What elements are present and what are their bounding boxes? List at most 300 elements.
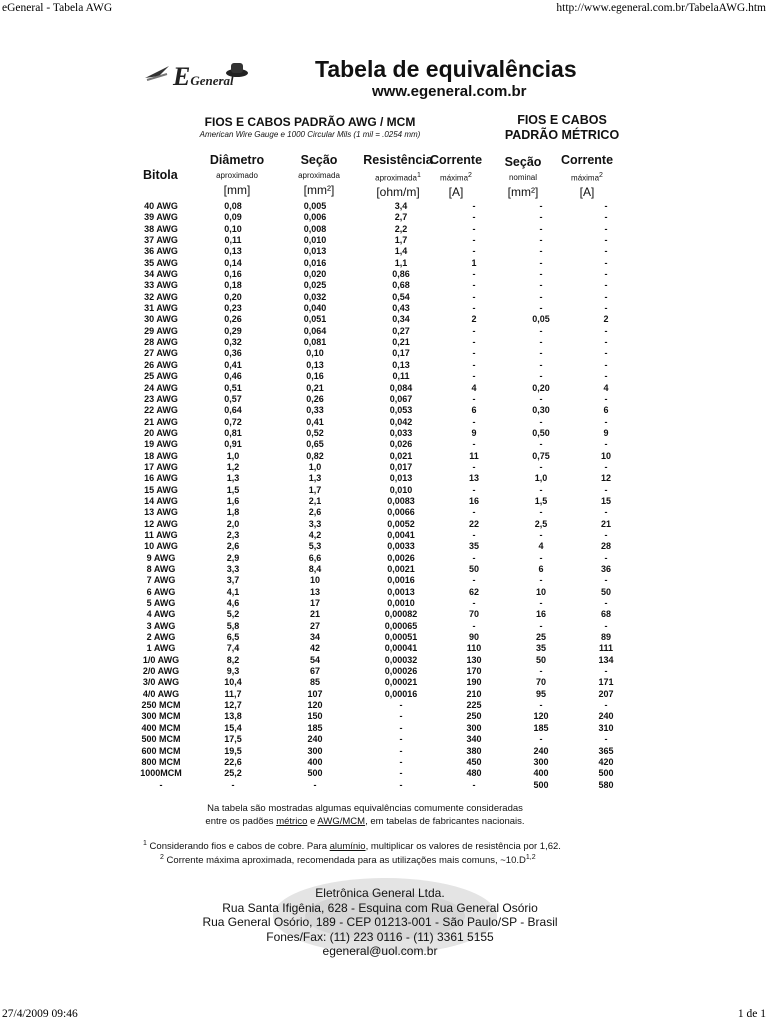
cell-secao-nominal: 0,20 (532, 382, 550, 393)
cell-secao: 13 (309, 586, 320, 597)
cell-corrente-metrico: 134 (598, 654, 614, 665)
cell-bitola: 24 AWG (144, 382, 178, 393)
cell-resistencia: 0,0016 (387, 575, 415, 586)
cell-corrente-metrico: 12 (600, 473, 611, 484)
table-row (130, 757, 632, 768)
cell-corrente-metrico: - (604, 280, 608, 291)
cell-corrente: 35 (468, 541, 479, 552)
cell-secao-nominal: 50 (535, 654, 546, 665)
table-row (130, 417, 632, 428)
link-metrico[interactable]: métrico (276, 816, 308, 827)
cell-corrente: 170 (466, 666, 482, 677)
cell-corrente-metrico: - (604, 348, 608, 359)
cell-bitola: 26 AWG (144, 359, 178, 370)
cell-secao: 0,013 (303, 246, 327, 257)
cell-secao: 27 (309, 620, 320, 631)
cell-diametro: 0,26 (224, 314, 242, 325)
cell-corrente: - (472, 280, 476, 291)
table-row (130, 768, 632, 779)
cell-bitola: 18 AWG (144, 450, 178, 461)
cell-diametro: 2,9 (226, 552, 240, 563)
cell-secao: 185 (307, 722, 323, 733)
browser-page-title: eGeneral - Tabela AWG (2, 2, 113, 14)
cell-resistencia: - (399, 779, 403, 790)
cell-secao-nominal: - (539, 337, 543, 348)
header-diametro: Diâmetro aproximado [mm] (209, 153, 265, 197)
cell-resistencia: 0,017 (389, 461, 413, 472)
cell-diametro: - (231, 779, 235, 790)
cell-resistencia: - (399, 700, 403, 711)
cell-diametro: 1,8 (226, 507, 240, 518)
cell-corrente-metrico: 171 (598, 677, 614, 688)
cell-corrente: 1 (471, 257, 477, 268)
cell-bitola: 16 AWG (144, 473, 178, 484)
cell-corrente-metrico: - (604, 223, 608, 234)
cell-corrente-metrico: - (604, 291, 608, 302)
cell-secao: 0,016 (303, 257, 327, 268)
cell-bitola: 1000MCM (140, 768, 182, 779)
cell-resistencia: 0,00026 (384, 666, 418, 677)
header-corrente-metrico: Corrente máxima$^2$ [A] (560, 153, 614, 200)
cell-corrente: - (472, 348, 476, 359)
cell-bitola: 39 AWG (144, 212, 178, 223)
cell-corrente: - (472, 235, 476, 246)
cell-diametro: 9,3 (226, 666, 240, 677)
cell-corrente: - (472, 779, 476, 790)
cell-secao-nominal: 25 (535, 632, 546, 643)
cell-resistencia: 0,54 (392, 291, 410, 302)
cell-secao-nominal: - (539, 575, 543, 586)
cell-bitola: 21 AWG (144, 416, 178, 427)
cell-secao-nominal: - (539, 235, 543, 246)
table-row (130, 575, 632, 586)
cell-corrente: 480 (466, 768, 482, 779)
cell-secao-nominal: - (539, 325, 543, 336)
cell-secao-nominal: 70 (535, 677, 546, 688)
cell-bitola: 23 AWG (144, 393, 178, 404)
cell-resistencia: - (399, 722, 403, 733)
cell-bitola: 4/0 AWG (142, 688, 180, 699)
header-bitola: Bitola (143, 168, 178, 182)
cell-secao: 500 (307, 768, 323, 779)
cell-resistencia: 0,00021 (384, 677, 418, 688)
cell-corrente: 190 (466, 677, 482, 688)
table-row (130, 314, 632, 325)
cell-corrente: - (472, 575, 476, 586)
cell-diametro: 5,2 (226, 609, 240, 620)
cell-secao-nominal: 4 (538, 541, 544, 552)
table-row (130, 598, 632, 609)
table-row (130, 677, 632, 688)
cell-secao-nominal: 0,50 (532, 427, 550, 438)
table-row (130, 428, 632, 439)
link-awg-mcm[interactable]: AWG/MCM (317, 816, 366, 827)
cell-diametro: 7,4 (226, 643, 240, 654)
cell-diametro: 0,64 (224, 405, 242, 416)
contact-block (150, 886, 610, 959)
cell-secao: 54 (309, 654, 320, 665)
cell-resistencia: 2,7 (394, 212, 408, 223)
cell-resistencia: 0,0041 (387, 529, 415, 540)
cell-diametro: 1,5 (226, 484, 240, 495)
cell-diametro: 1,2 (226, 461, 240, 472)
cell-diametro: 25,2 (224, 768, 242, 779)
cell-secao: 0,10 (306, 348, 324, 359)
cell-corrente: 13 (468, 473, 479, 484)
cell-secao: 0,081 (303, 337, 327, 348)
cell-secao-nominal: - (539, 416, 543, 427)
cell-corrente: - (472, 620, 476, 631)
cell-corrente: - (472, 416, 476, 427)
cell-bitola: 27 AWG (144, 348, 178, 359)
cell-corrente-metrico: - (604, 337, 608, 348)
cell-secao: 107 (307, 688, 323, 699)
cell-bitola: 35 AWG (144, 257, 178, 268)
cell-secao-nominal: - (539, 303, 543, 314)
cell-resistencia: 3,4 (394, 201, 408, 211)
cell-secao: 0,52 (306, 427, 324, 438)
cell-resistencia: 0,0083 (387, 495, 415, 506)
cell-secao: 4,2 (308, 529, 322, 540)
cell-resistencia: 0,68 (392, 280, 410, 291)
cell-secao: 6,6 (308, 552, 322, 563)
cell-secao: 0,064 (303, 325, 327, 336)
metric-section-title: FIOS E CABOS PADRÃO MÉTRICO (504, 113, 620, 142)
cell-diametro: 0,57 (224, 393, 242, 404)
cell-corrente: 9 (471, 427, 477, 438)
cell-bitola: 33 AWG (144, 280, 178, 291)
table-row (130, 609, 632, 620)
cell-secao-nominal: - (539, 223, 543, 234)
cell-secao: 0,65 (306, 439, 324, 450)
cell-secao-nominal: - (539, 201, 543, 211)
table-row (130, 587, 632, 598)
cell-diametro: 0,08 (224, 201, 242, 211)
cell-resistencia: 0,0026 (387, 552, 415, 563)
cell-corrente: 16 (468, 495, 479, 506)
email-link[interactable]: egeneral@uol.com.br (322, 944, 438, 958)
cell-bitola: 22 AWG (144, 405, 178, 416)
cell-corrente-metrico: - (604, 598, 608, 609)
cell-diametro: 0,13 (224, 246, 242, 257)
cell-bitola: 10 AWG (144, 541, 178, 552)
cell-corrente: - (472, 529, 476, 540)
table-row (130, 711, 632, 722)
cell-corrente: - (472, 359, 476, 370)
table-row (130, 643, 632, 654)
cell-secao-nominal: - (539, 246, 543, 257)
cell-bitola: 9 AWG (146, 552, 176, 563)
cell-resistencia: 0,00065 (384, 620, 418, 631)
cell-corrente: - (472, 291, 476, 302)
cell-corrente: - (472, 212, 476, 223)
cell-corrente: - (472, 507, 476, 518)
cell-secao-nominal: 185 (533, 722, 549, 733)
cell-diametro: 0,23 (224, 303, 242, 314)
cell-corrente: - (472, 269, 476, 280)
cell-diametro: 0,72 (224, 416, 242, 427)
cell-secao: 0,005 (303, 201, 327, 211)
cell-bitola: 29 AWG (144, 325, 178, 336)
cell-corrente-metrico: 310 (598, 722, 614, 733)
cell-corrente: 22 (468, 518, 479, 529)
cell-bitola: 600 MCM (141, 745, 181, 756)
cell-corrente-metrico: - (604, 529, 608, 540)
footnote-2: $^2$ Corrente máxima aproximada, recomendada para as utilizações mais comuns, $\sim 10.D^{1,2}$ (160, 854, 536, 867)
cell-resistencia: - (399, 734, 403, 745)
cell-diametro: 2,3 (226, 529, 240, 540)
table-row (130, 235, 632, 246)
cell-secao: 400 (307, 756, 323, 767)
cell-resistencia: 0,00082 (384, 609, 418, 620)
cell-secao: 42 (309, 643, 320, 654)
cell-bitola: 40 AWG (144, 201, 178, 211)
cell-bitola: 32 AWG (144, 291, 178, 302)
cell-corrente-metrico: - (604, 303, 608, 314)
cell-resistencia: 0,0052 (387, 518, 415, 529)
header-secao: Seção aproximada [mm²] (298, 153, 340, 197)
cell-diametro: 19,5 (224, 745, 242, 756)
cell-diametro: 2,0 (226, 518, 240, 529)
cell-resistencia: 0,17 (392, 348, 410, 359)
cell-secao-nominal: 240 (533, 745, 549, 756)
table-row (130, 439, 632, 450)
cell-secao: 120 (307, 700, 323, 711)
cell-secao-nominal: 10 (535, 586, 546, 597)
cell-resistencia: 0,0033 (387, 541, 415, 552)
table-row (130, 496, 632, 507)
cell-secao-nominal: 300 (533, 756, 549, 767)
cell-secao: 0,020 (303, 269, 327, 280)
cell-secao-nominal: - (539, 507, 543, 518)
cell-corrente-metrico: - (604, 201, 608, 211)
cell-secao-nominal: - (539, 484, 543, 495)
cell-diametro: 4,1 (226, 586, 240, 597)
cell-corrente-metrico: 207 (598, 688, 614, 699)
cell-corrente: - (472, 337, 476, 348)
cell-bitola: 300 MCM (141, 711, 181, 722)
cell-corrente-metrico: - (604, 325, 608, 336)
table-row (130, 746, 632, 757)
cell-corrente-metrico: 2 (603, 314, 609, 325)
table-row (130, 383, 632, 394)
cell-corrente-metrico: 21 (600, 518, 611, 529)
cell-resistencia: 0,00051 (384, 632, 418, 643)
awg-section-title: FIOS E CABOS PADRÃO AWG / MCM (204, 115, 416, 129)
cell-secao-nominal: - (539, 439, 543, 450)
cell-secao: 0,008 (303, 223, 327, 234)
table-row (130, 473, 632, 484)
cell-secao-nominal: 1,0 (534, 473, 548, 484)
cell-diametro: 0,09 (224, 212, 242, 223)
page-title: Tabela de equivalências (315, 56, 577, 82)
cell-secao: 150 (307, 711, 323, 722)
cell-corrente: 110 (466, 643, 482, 654)
cell-bitola: 800 MCM (141, 756, 181, 767)
table-row (130, 632, 632, 643)
table-row (130, 371, 632, 382)
table-note: Na tabela são mostradas algumas equivalências comumente consideradas entre os padões métrico e AWG/MCM, em tabelas de fabricantes nacionais. (205, 803, 525, 827)
cell-diametro: 0,91 (224, 439, 242, 450)
table-row (130, 337, 632, 348)
cell-diametro: 0,29 (224, 325, 242, 336)
cell-secao-nominal: - (539, 257, 543, 268)
cell-secao-nominal: 120 (533, 711, 549, 722)
table-row (130, 689, 632, 700)
cell-diametro: 0,20 (224, 291, 242, 302)
cell-resistencia: 0,0013 (387, 586, 415, 597)
cell-secao-nominal: 0,30 (532, 405, 550, 416)
cell-secao: 0,13 (306, 359, 324, 370)
cell-secao-nominal: 500 (533, 779, 549, 790)
table-row (130, 201, 632, 212)
cell-corrente: 250 (466, 711, 482, 722)
cell-secao-nominal: 6 (538, 564, 544, 574)
table-row (130, 564, 632, 575)
cell-diametro: 10,4 (224, 677, 242, 688)
cell-bitola: 28 AWG (144, 337, 178, 348)
cell-secao: 1,3 (308, 473, 322, 484)
cell-bitola: 8 AWG (146, 564, 176, 574)
cell-secao-nominal: - (539, 734, 543, 745)
awg-table (130, 201, 632, 791)
cell-secao-nominal: 2,5 (534, 518, 548, 529)
cell-corrente: 4 (471, 382, 477, 393)
cell-secao: 0,33 (306, 405, 324, 416)
table-row (130, 723, 632, 734)
cell-corrente: 70 (468, 609, 479, 620)
cell-corrente-metrico: - (604, 666, 608, 677)
cell-bitola: 2 AWG (146, 632, 176, 643)
cell-corrente: - (472, 303, 476, 314)
cell-bitola: 34 AWG (144, 269, 178, 280)
cell-corrente: - (472, 223, 476, 234)
cell-diametro: 0,16 (224, 269, 242, 280)
cell-corrente: - (472, 461, 476, 472)
company-name: Eletrônica General Ltda. (315, 886, 445, 900)
cell-corrente-metrico: - (604, 235, 608, 246)
cell-corrente-metrico: - (604, 439, 608, 450)
cell-corrente: 6 (471, 405, 477, 416)
cell-corrente-metrico: - (604, 507, 608, 518)
browser-page-url[interactable]: http://www.egeneral.com.br/TabelaAWG.htm (556, 2, 766, 14)
cell-diametro: 1,0 (226, 450, 240, 461)
cell-bitola: 31 AWG (144, 303, 178, 314)
cell-secao: 0,41 (306, 416, 324, 427)
cell-resistencia: 0,084 (389, 382, 413, 393)
table-row (130, 541, 632, 552)
cell-secao-nominal: - (539, 291, 543, 302)
cell-secao: 0,26 (306, 393, 324, 404)
cell-bitola: 400 MCM (141, 722, 181, 733)
cell-corrente-metrico: 89 (600, 632, 611, 643)
cell-bitola: - (159, 779, 163, 790)
table-row (130, 246, 632, 257)
site-url[interactable]: www.egeneral.com.br (372, 83, 527, 100)
table-row (130, 655, 632, 666)
cell-secao: 0,21 (306, 382, 324, 393)
cell-bitola: 37 AWG (144, 235, 178, 246)
cell-diametro: 4,6 (226, 598, 240, 609)
address-line-2: Rua General Osório, 189 - CEP 01213-001 - São Paulo/SP - Brasil (202, 915, 558, 929)
cell-diametro: 0,41 (224, 359, 242, 370)
cell-diametro: 17,5 (224, 734, 242, 745)
cell-resistencia: 0,010 (389, 484, 413, 495)
cell-corrente: 300 (466, 722, 482, 733)
logo-text: EGeneral (173, 62, 234, 91)
cell-resistencia: 0,013 (389, 473, 413, 484)
table-row (130, 507, 632, 518)
cell-secao: 67 (309, 666, 320, 677)
cell-secao: 34 (309, 632, 320, 643)
cell-resistencia: 0,34 (392, 314, 410, 325)
cell-corrente-metrico: 28 (600, 541, 611, 552)
cell-resistencia: - (399, 768, 403, 779)
cell-corrente-metrico: - (604, 416, 608, 427)
cell-corrente-metrico: - (604, 552, 608, 563)
table-row (130, 258, 632, 269)
header-corrente: Corrente máxima$^2$ [A] (429, 153, 483, 200)
cell-secao: - (313, 779, 317, 790)
cell-corrente-metrico: 36 (600, 564, 611, 574)
cell-secao-nominal: 35 (535, 643, 546, 654)
table-row (130, 462, 632, 473)
cell-resistencia: - (399, 745, 403, 756)
cell-bitola: 5 AWG (146, 598, 176, 609)
cell-corrente-metrico: 68 (600, 609, 611, 620)
cell-corrente-metrico: 15 (600, 495, 611, 506)
cell-diametro: 22,6 (224, 756, 242, 767)
cell-secao-nominal: 400 (533, 768, 549, 779)
cell-resistencia: 1,7 (394, 235, 408, 246)
table-row (130, 303, 632, 314)
cell-corrente: 130 (466, 654, 482, 665)
link-aluminio[interactable]: alumínio (329, 841, 366, 853)
cell-diametro: 0,36 (224, 348, 242, 359)
cell-secao: 240 (307, 734, 323, 745)
cell-corrente: - (472, 246, 476, 257)
cell-diametro: 0,81 (224, 427, 242, 438)
cell-corrente: 2 (471, 314, 477, 325)
cell-secao: 300 (307, 745, 323, 756)
cell-corrente-metrico: - (604, 359, 608, 370)
cell-resistencia: 0,0021 (387, 564, 415, 574)
cell-bitola: 2/0 AWG (142, 666, 180, 677)
cell-bitola: 25 AWG (144, 371, 178, 382)
cell-diametro: 0,51 (224, 382, 242, 393)
cell-diametro: 13,8 (224, 711, 242, 722)
cell-resistencia: 0,026 (389, 439, 413, 450)
cell-diametro: 5,8 (226, 620, 240, 631)
table-row (130, 269, 632, 280)
cell-resistencia: 0,00016 (384, 688, 418, 699)
cell-resistencia: 0,067 (389, 393, 413, 404)
cell-secao-nominal: - (539, 269, 543, 280)
table-row (130, 734, 632, 745)
table-row (130, 451, 632, 462)
cell-diametro: 11,7 (224, 688, 242, 699)
print-datetime: 27/4/2009 09:46 (2, 1008, 78, 1020)
cell-secao: 0,82 (306, 450, 324, 461)
cell-secao: 0,006 (303, 212, 327, 223)
cell-corrente: 62 (468, 586, 479, 597)
cell-bitola: 7 AWG (146, 575, 176, 586)
cell-diametro: 0,32 (224, 337, 242, 348)
cell-resistencia: 0,27 (392, 325, 410, 336)
cell-secao-nominal: 95 (535, 688, 546, 699)
cell-bitola: 12 AWG (144, 518, 178, 529)
cell-corrente-metrico: - (604, 246, 608, 257)
